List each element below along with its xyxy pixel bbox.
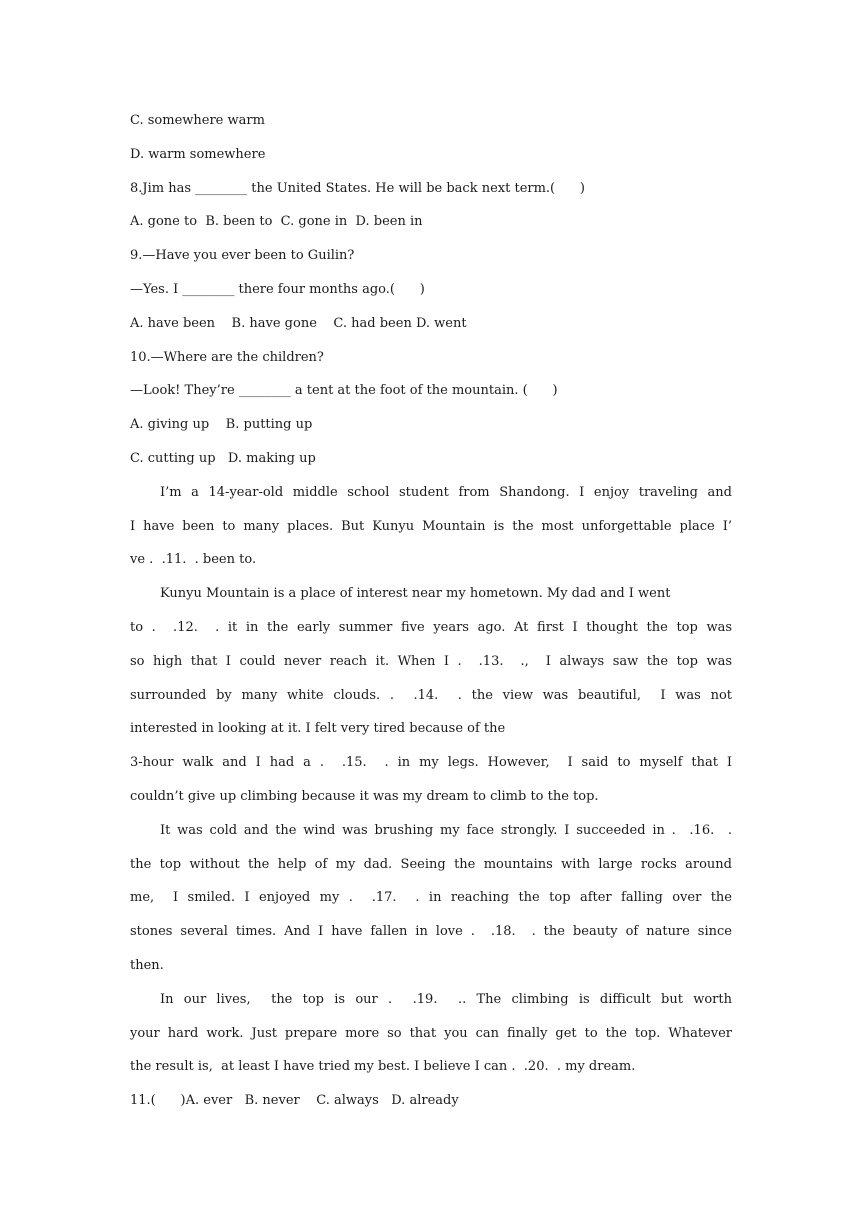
passage-line: your hard work. Just prepare more so that you can finally get to the top. Whatever [130,1025,732,1041]
passage-line: the result is, at least I have tried my best. I believe I can . .20. . my dream. [130,1059,636,1075]
passage-line: I’m a 14-year-old middle school student from Shandong. I enjoy traveling and [160,484,732,500]
worksheet-page [130,111,732,1125]
passage-line: then. [130,957,164,973]
passage-line: In our lives, the top is our . .19. .. The climbing is difficult but worth [160,991,732,1007]
options-9: A. have been B. have gone C. had been D. went [130,315,467,331]
options-8: A. gone to B. been to C. gone in D. been in [130,214,423,230]
question-10-response: —Look! They’re ________ a tent at the foot of the mountain. ( ) [130,383,558,399]
options-10-cd: C. cutting up D. making up [130,450,316,466]
passage-line: me, I smiled. I enjoyed my . .17. . in reaching the top after falling over the [130,890,732,906]
passage-line: to . .12. . it in the early summer five years ago. At first I thought the top was [130,619,732,635]
passage-line: ve . .11. . been to. [130,552,257,568]
question-10: 10.—Where are the children? [130,349,324,365]
passage-line: Kunyu Mountain is a place of interest near my hometown. My dad and I went [160,586,671,602]
option-7c: C. somewhere warm [130,113,265,128]
option-7d: D. warm somewhere [130,146,266,162]
passage-line: It was cold and the wind was brushing my face strongly. I succeeded in . .16. . [160,822,732,838]
passage-line: couldn’t give up climbing because it was my dream to climb to the top. [130,788,599,804]
question-11: 11.( )A. ever B. never C. always D. already [130,1093,459,1109]
question-9: 9.—Have you ever been to Guilin? [130,248,355,264]
options-10-ab: A. giving up B. putting up [130,417,313,433]
passage-line: I have been to many places. But Kunyu Mountain is the most unforgettable place I’ [130,518,732,534]
question-9-response: —Yes. I ________ there four months ago.( ) [130,281,425,297]
passage-line: 3-hour walk and I had a . .15. . in my legs. However, I said to myself that I [130,755,732,771]
question-8: 8.Jim has ________ the United States. He will be back next term.( ) [130,180,585,196]
passage-line: interested in looking at it. I felt very tired because of the [130,721,506,737]
passage-line: stones several times. And I have fallen in love . .18. . the beauty of nature since [130,924,732,940]
passage-line: surrounded by many white clouds. . .14. . the view was beautiful, I was not [130,687,732,703]
passage-line: the top without the help of my dad. Seeing the mountains with large rocks around [130,856,732,872]
passage-line: so high that I could never reach it. When I . .13. ., I always saw the top was [130,653,732,669]
